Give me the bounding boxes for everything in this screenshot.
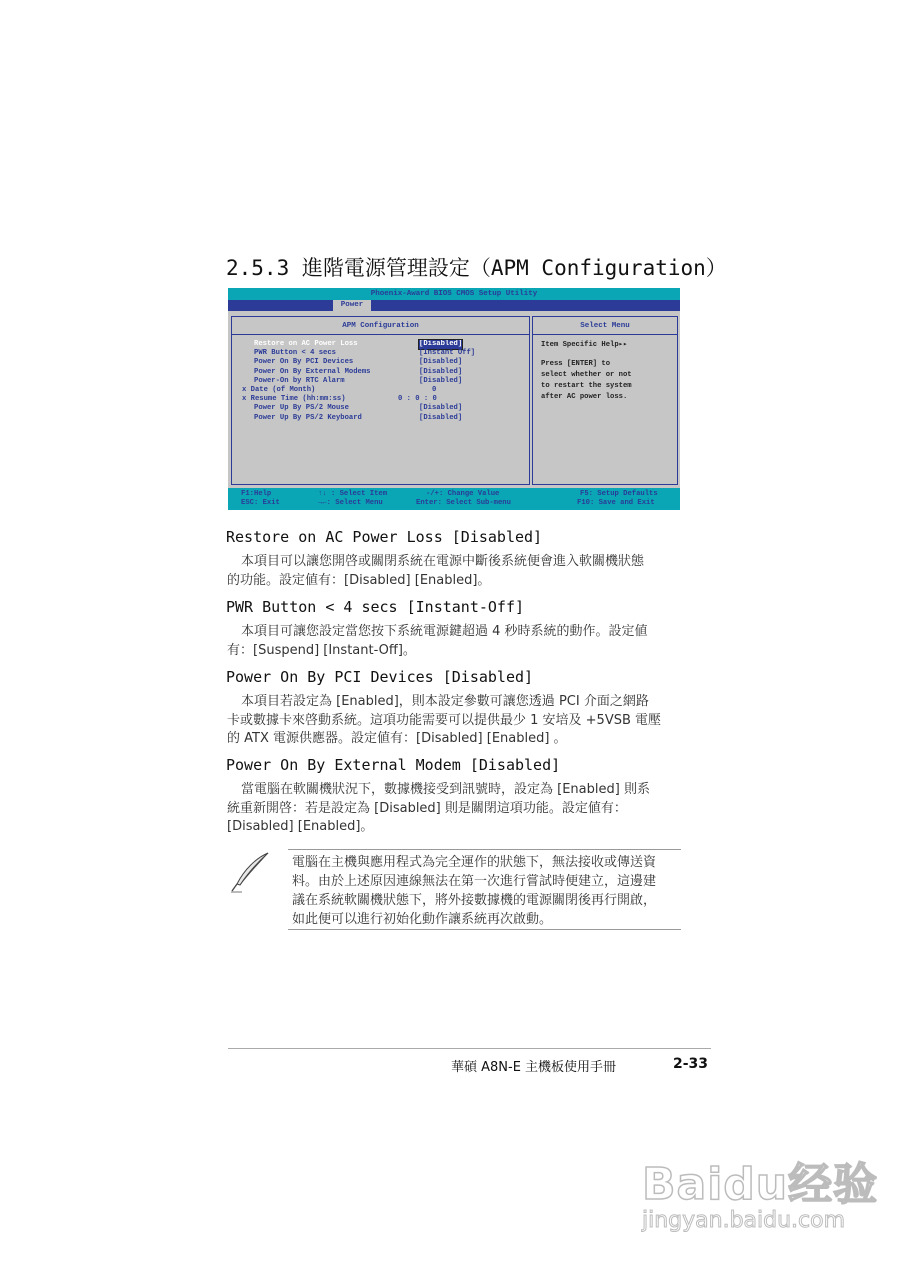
bios-setting-row: Power Up By PS/2 Mouse [Disabled]	[254, 404, 463, 413]
section-heading: Power On By External Modem [Disabled]	[226, 756, 561, 774]
bios-key-f5: F5: Setup Defaults	[580, 490, 658, 498]
bios-key-legend	[228, 488, 680, 510]
watermark	[642, 1140, 882, 1250]
bios-help-text: Item Specific Help▸▸ Press [ENTER] to select whether or not to restart the system after AC power loss.	[541, 341, 632, 401]
bios-tab-bar	[228, 300, 680, 311]
bios-settings-list	[240, 340, 528, 423]
bios-setting-row: x Date (of Month) 0	[242, 385, 437, 394]
page-number: 2-33	[673, 1056, 709, 1072]
bios-main-area	[228, 311, 680, 488]
bios-setting-row: Restore on AC Power Loss [Disabled]	[254, 340, 463, 348]
note-bottom-rule	[288, 929, 681, 930]
bios-setting-row: x Resume Time (hh:mm:ss) 0 : 0 : 0	[242, 395, 437, 404]
bios-setting-row: Power On By External Modems [Disabled]	[254, 367, 463, 376]
bios-key-esc: ESC: Exit	[241, 499, 280, 507]
bios-screenshot	[228, 288, 680, 510]
section-body: 本項目可讓您設定當您按下系統電源鍵超過 4 秒時系統的動作。設定値 有：[Suspend] [Instant-Off]。	[227, 624, 648, 658]
bios-key-select-menu: →←: Select Menu	[318, 499, 383, 507]
note-top-rule	[288, 849, 681, 850]
watermark-logo: Baidu经验	[642, 1159, 879, 1210]
footer-rule	[228, 1048, 711, 1049]
bios-key-enter: Enter: Select Sub-menu	[416, 499, 511, 507]
section-heading: PWR Button < 4 secs [Instant-Off]	[226, 598, 525, 616]
bios-tab-power: Power	[333, 300, 371, 311]
bios-key-f10: F10: Save and Exit	[577, 499, 655, 507]
section-body: 本項目若設定為 [Enabled]，則本設定參數可讓您透過 PCI 介面之網路 卡或數據卡來啓動系統。這項功能需要可以提供最少 1 安培及 +5VSB 電壓 的 ATX 電源供應器。設定値有：[Disabled] [Enabled] 。	[227, 694, 662, 746]
bios-panel-title: APM Configuration	[232, 317, 529, 335]
bios-setting-row: Power Up By PS/2 Keyboard [Disabled]	[254, 413, 463, 422]
bios-setting-row: Power-On by RTC Alarm [Disabled]	[254, 376, 463, 385]
footer-manual-title: 華碩 A8N-E 主機板使用手冊	[451, 1060, 617, 1075]
section-heading: Restore on AC Power Loss [Disabled]	[226, 528, 543, 546]
bios-setting-row: PWR Button < 4 secs [Instant Off]	[254, 349, 476, 358]
section-body: 當電腦在軟關機狀況下，數據機接受到訊號時，設定為 [Enabled] 則系 統重新開啓：若是設定為 [Disabled] 則是關閉這項功能。設定値有： [Disabled] [Enabled]。	[227, 782, 650, 834]
bios-settings-panel	[231, 316, 530, 485]
feather-pen-icon	[228, 850, 272, 894]
note-text: 電腦在主機與應用程式為完全運作的狀態下，無法接收或傳送資 料。由於上述原因連線無法在第一次進行嘗試時便建立，這邊建 議在系統軟關機狀態下，將外接數據機的電源關閉後再行開啟， 如此便可以進行初始化動作讓系統再次啟動。	[292, 855, 657, 927]
bios-help-panel	[532, 316, 678, 485]
bios-help-title: Select Menu	[533, 317, 677, 335]
section-heading: Power On By PCI Devices [Disabled]	[226, 668, 534, 686]
watermark-url: jingyan.baidu.com	[642, 1208, 846, 1233]
bios-key-f1: F1:Help	[241, 490, 272, 498]
section-title: 2.5.3 進階電源管理設定（APM Configuration）	[226, 256, 727, 280]
bios-key-select-item: ↑↓ : Select Item	[318, 490, 388, 498]
bios-setting-row: Power On By PCI Devices [Disabled]	[254, 358, 463, 367]
bios-key-change-value: -/+: Change Value	[426, 490, 500, 498]
bios-title: Phoenix-Award BIOS CMOS Setup Utility	[228, 288, 680, 300]
section-body: 本項目可以讓您開啓或關閉系統在電源中斷後系統便會進入軟關機狀態 的功能。設定値有：[Disabled] [Enabled]。	[227, 554, 645, 588]
